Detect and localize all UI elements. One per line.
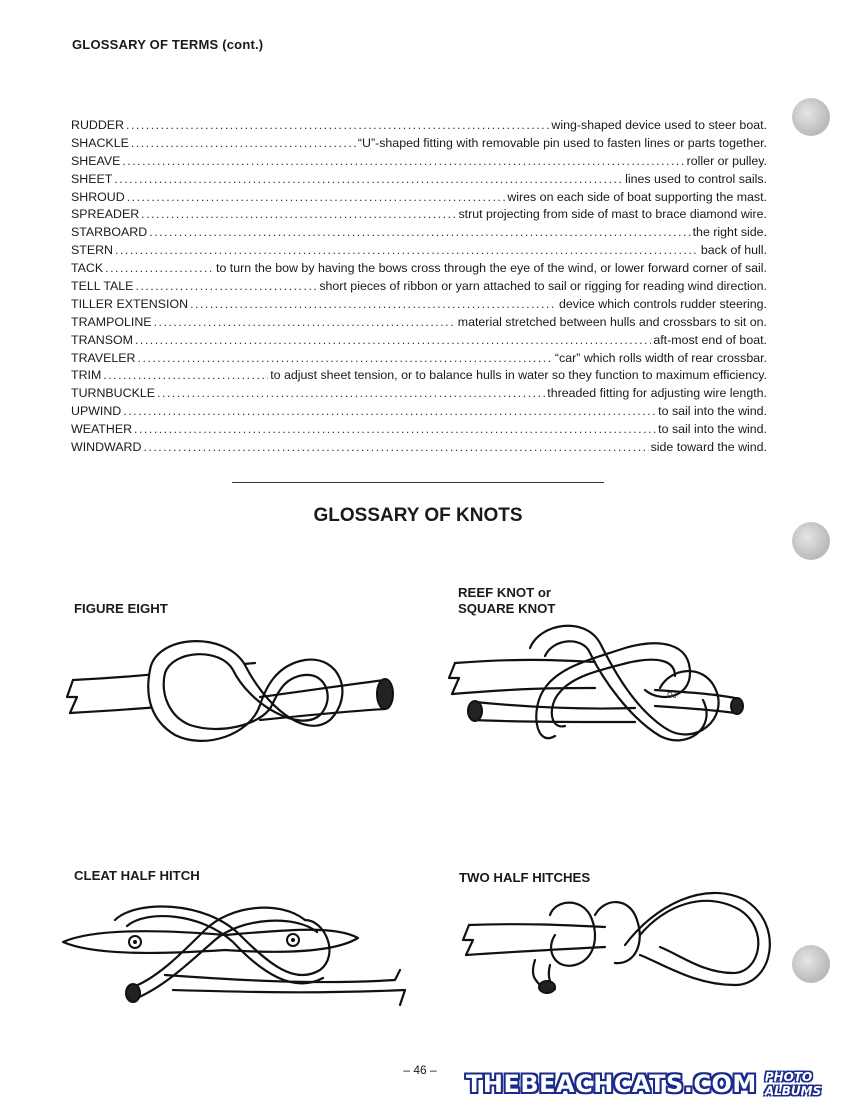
dot-leader xyxy=(126,118,549,132)
term-row xyxy=(71,207,767,225)
term-row xyxy=(71,118,767,136)
watermark-sub-text: PHOTO ALBUMS xyxy=(764,1070,822,1098)
term-name: RUDDER xyxy=(71,118,125,132)
term-definition: to adjust sheet tension, or to balance hulls in water so they function to maximum efficiency. xyxy=(270,368,767,383)
term-definition: lines used to control sails. xyxy=(625,171,767,186)
knot-label-line: SQUARE KNOT xyxy=(458,601,556,616)
dot-leader xyxy=(135,279,317,293)
term-row xyxy=(71,315,767,333)
term-row xyxy=(71,422,767,440)
term-row xyxy=(71,225,767,243)
term-name: TELL TALE xyxy=(71,279,134,294)
reef-knot-illustration xyxy=(435,618,755,768)
term-name: TRAMPOLINE xyxy=(71,314,152,329)
term-definition: side toward the wind. xyxy=(650,440,767,455)
binder-hole xyxy=(792,522,830,560)
term-definition: wires on each side of boat supporting the mast. xyxy=(507,189,767,204)
dot-leader xyxy=(149,225,690,239)
dot-leader xyxy=(103,368,268,382)
knot-label-cleat-half-hitch: CLEAT HALF HITCH xyxy=(74,868,200,883)
term-row xyxy=(71,172,767,190)
dot-leader xyxy=(138,351,553,365)
term-definition: “car” which rolls width of rear crossbar. xyxy=(554,350,767,365)
dot-leader xyxy=(131,136,356,150)
term-name: UPWIND xyxy=(71,404,122,419)
term-row xyxy=(71,333,767,351)
term-row xyxy=(71,279,767,297)
term-name: SPREADER xyxy=(71,207,140,222)
term-definition: to sail into the wind. xyxy=(658,404,767,419)
term-name: WEATHER xyxy=(71,422,133,437)
term-definition: the right side. xyxy=(692,225,767,240)
term-row xyxy=(71,386,767,404)
term-name: SHEET xyxy=(71,171,113,186)
section-divider xyxy=(232,482,604,483)
term-name: STERN xyxy=(71,243,113,258)
dot-leader xyxy=(141,207,456,221)
term-row xyxy=(71,243,767,261)
term-definition: material stretched between hulls and crossbars to sit on. xyxy=(457,314,767,329)
dot-leader xyxy=(135,333,651,347)
term-name: SHACKLE xyxy=(71,135,129,150)
dot-leader xyxy=(123,404,656,418)
term-row xyxy=(71,440,767,458)
figure-eight-knot-illustration xyxy=(55,625,415,765)
page-number: – 46 – xyxy=(403,1063,437,1077)
term-name: TACK xyxy=(71,261,104,276)
term-name: SHEAVE xyxy=(71,153,121,168)
binder-hole xyxy=(792,98,830,136)
dot-leader xyxy=(154,315,456,329)
dot-leader xyxy=(134,422,656,436)
knot-label-line: REEF KNOT or xyxy=(458,585,552,600)
knot-label-figure-eight: FIGURE EIGHT xyxy=(74,601,168,616)
dot-leader xyxy=(157,386,545,400)
term-row xyxy=(71,404,767,422)
dot-leader xyxy=(143,440,648,454)
term-definition: “U”-shaped fitting with removable pin used to fasten lines or parts together. xyxy=(357,135,767,150)
dot-leader xyxy=(114,172,623,186)
svg-text:DJ: DJ xyxy=(667,691,677,700)
dot-leader xyxy=(115,243,699,257)
term-name: TRAVELER xyxy=(71,350,136,365)
knot-label-reef-knot xyxy=(458,585,555,617)
term-row xyxy=(71,190,767,208)
term-row xyxy=(71,297,767,315)
term-row xyxy=(71,136,767,154)
term-definition: to turn the bow by having the bows cross through the eye of the wind, or lower forward corner of sail. xyxy=(216,261,767,276)
two-half-hitches-illustration xyxy=(455,885,785,1005)
term-definition: wing-shaped device used to steer boat. xyxy=(551,118,767,132)
term-definition: to sail into the wind. xyxy=(658,422,767,437)
binder-hole xyxy=(792,945,830,983)
term-definition: short pieces of ribbon or yarn attached to sail or rigging for reading wind direction. xyxy=(319,279,767,294)
knot-label-two-half-hitches: TWO HALF HITCHES xyxy=(459,870,591,885)
dot-leader xyxy=(122,154,684,168)
term-definition: roller or pulley. xyxy=(686,153,767,168)
term-name: STARBOARD xyxy=(71,225,148,240)
term-definition: threaded fitting for adjusting wire length. xyxy=(547,386,767,401)
glossary-terms-list xyxy=(71,118,767,458)
cleat-half-hitch-illustration xyxy=(55,890,415,1020)
term-definition: back of hull. xyxy=(700,243,767,258)
term-name: TURNBUCKLE xyxy=(71,386,155,401)
term-name: WINDWARD xyxy=(71,440,142,455)
term-definition: device which controls rudder steering. xyxy=(559,296,767,311)
term-definition: aft-most end of boat. xyxy=(653,332,767,347)
watermark-main-text: THEBEACHCATS.COM xyxy=(466,1070,757,1098)
term-definition: strut projecting from side of mast to brace diamond wire. xyxy=(458,207,767,222)
term-name: TRIM xyxy=(71,368,102,383)
term-row xyxy=(71,154,767,172)
knots-section-title: GLOSSARY OF KNOTS xyxy=(313,505,523,526)
term-row xyxy=(71,351,767,369)
page-header: GLOSSARY OF TERMS (cont.) xyxy=(72,37,264,52)
dot-leader xyxy=(127,190,506,204)
dot-leader xyxy=(105,261,214,275)
watermark xyxy=(466,1068,850,1100)
term-row xyxy=(71,261,767,279)
term-row xyxy=(71,368,767,386)
term-name: SHROUD xyxy=(71,189,125,204)
term-name: TRANSOM xyxy=(71,332,133,347)
dot-leader xyxy=(190,297,557,311)
term-name: TILLER EXTENSION xyxy=(71,296,189,311)
